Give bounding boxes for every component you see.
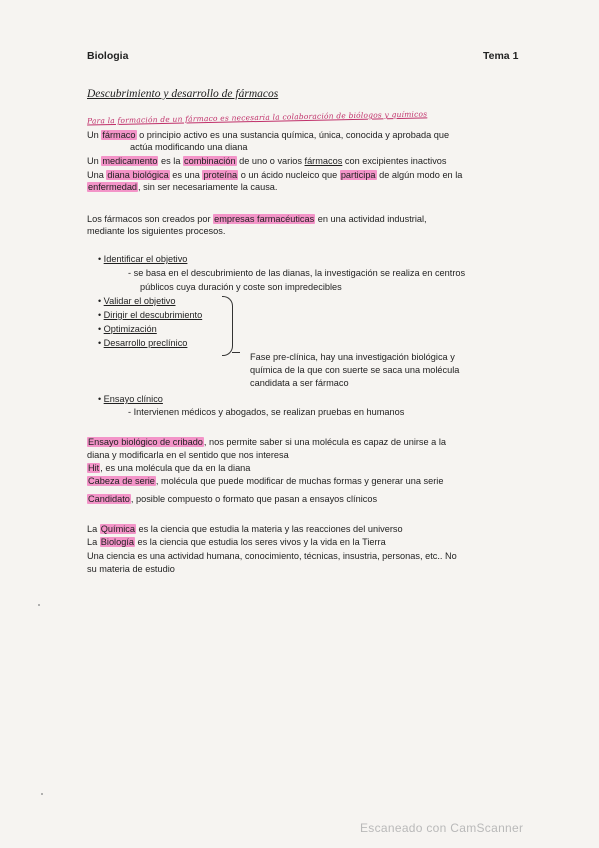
highlight-ensayo: Ensayo biológico de cribado bbox=[88, 437, 203, 447]
page-title: Descubrimiento y desarrollo de fármacos bbox=[87, 88, 279, 100]
highlight-combinacion: combinación bbox=[183, 156, 236, 166]
highlight-diana-biologica: diana biológica bbox=[107, 170, 169, 180]
intro-line-1: Los fármacos son creados por empresas farmacéuticas en una actividad industrial, bbox=[87, 214, 427, 224]
process-item-2: • Validar el objetivo bbox=[98, 296, 176, 306]
glossary-candidato: Candidato, posible compuesto o formato que pasan a ensayos clínicos bbox=[88, 494, 378, 504]
scan-dot bbox=[38, 604, 40, 606]
glossary-ensayo-cont: diana y modificarla en el sentido que nos interesa bbox=[87, 450, 289, 460]
science-definition-2: su materia de estudio bbox=[87, 564, 175, 574]
subject-header: Biologia bbox=[87, 50, 129, 62]
camscanner-watermark: Escaneado con CamScanner bbox=[360, 821, 524, 835]
definition-farmaco: Un fármaco o principio activo es una sustancia química, única, conocida y aprobada que bbox=[87, 130, 450, 140]
highlight-proteina: proteína bbox=[203, 170, 238, 180]
highlight-farmaco: fármaco bbox=[102, 130, 136, 140]
process-item-1-sub-cont: públicos cuya duración y coste son impredecibles bbox=[140, 282, 342, 292]
intro-line-2: mediante los siguientes procesos. bbox=[87, 226, 226, 236]
process-item-3: • Dirigir el descubrimiento bbox=[98, 310, 203, 320]
handwritten-note: Para la formación de un fármaco es necesaria la colaboración de biólogos y químicos bbox=[86, 109, 428, 126]
highlight-hit: Hit bbox=[88, 463, 100, 473]
brace-preclinical bbox=[222, 296, 233, 356]
glossary-ensayo: Ensayo biológico de cribado, nos permite saber si una molécula es capaz de unirse a la bbox=[88, 437, 446, 447]
scan-dot bbox=[41, 793, 43, 795]
definition-diana-cont: enfermedad, sin ser necesariamente la causa. bbox=[88, 182, 278, 192]
preclinical-note-1: Fase pre-clínica, hay una investigación biológica y bbox=[250, 352, 455, 362]
process-item-5: • Desarrollo preclínico bbox=[98, 338, 188, 348]
brace-tail bbox=[232, 352, 240, 353]
process-item-4: • Optimización bbox=[98, 324, 157, 334]
definition-medicamento: Un medicamento es la combinación de uno o varios fármacos con excipientes inactivos bbox=[87, 156, 447, 166]
highlight-medicamento: medicamento bbox=[102, 156, 158, 166]
process-item-6: • Ensayo clínico bbox=[98, 394, 163, 404]
science-biologia: La Biología es la ciencia que estudia los seres vivos y la vida en la Tierra bbox=[87, 537, 386, 547]
highlight-biologia: Biología bbox=[100, 537, 134, 547]
topic-header: Tema 1 bbox=[483, 50, 519, 62]
highlight-quimica: Química bbox=[100, 524, 135, 534]
preclinical-note-3: candidata a ser fármaco bbox=[250, 378, 349, 388]
definition-farmaco-cont: actúa modificando una diana bbox=[130, 142, 248, 152]
science-quimica: La Química es la ciencia que estudia la materia y las reacciones del universo bbox=[87, 524, 403, 534]
highlight-candidato: Candidato bbox=[88, 494, 130, 504]
preclinical-note-2: química de la que con suerte se saca una molécula bbox=[250, 365, 460, 375]
process-item-1-sub: - se basa en el descubrimiento de las dianas, la investigación se realiza en centros bbox=[128, 268, 466, 278]
highlight-cabeza: Cabeza de serie bbox=[88, 476, 155, 486]
highlight-empresas: empresas farmacéuticas bbox=[214, 214, 315, 224]
science-definition-1: Una ciencia es una actividad humana, conocimiento, técnicas, insustria, personas, etc.. No bbox=[87, 551, 457, 561]
glossary-hit: Hit, es una molécula que da en la diana bbox=[88, 463, 251, 473]
process-item-6-sub: - Intervienen médicos y abogados, se realizan pruebas en humanos bbox=[128, 407, 405, 417]
process-item-1: • Identificar el objetivo bbox=[98, 254, 188, 264]
definition-diana: Una diana biológica es una proteína o un ácido nucleico que participa de algún modo en la bbox=[87, 170, 463, 180]
highlight-enfermedad: enfermedad bbox=[88, 182, 138, 192]
highlight-participa: participa bbox=[340, 170, 376, 180]
glossary-cabeza: Cabeza de serie, molécula que puede modificar de muchas formas y generar una serie bbox=[88, 476, 444, 486]
